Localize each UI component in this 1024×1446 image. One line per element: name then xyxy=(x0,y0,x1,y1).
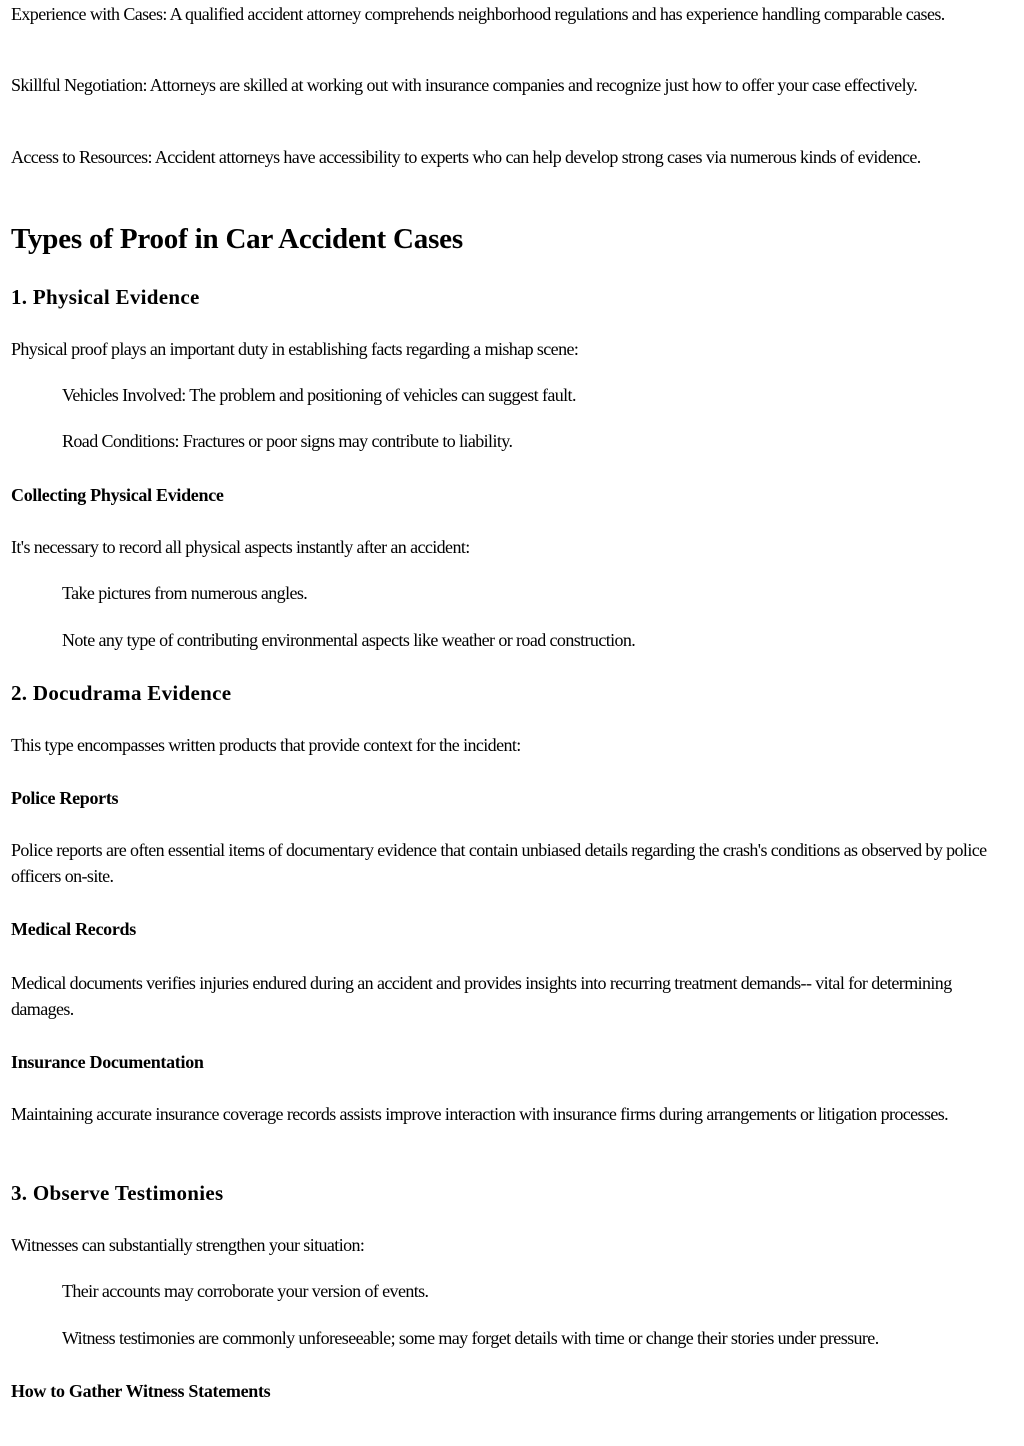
paragraph-witness-intro: Witnesses can substantially strengthen your situation: xyxy=(11,1235,365,1255)
heading-police-reports: Police Reports xyxy=(11,788,119,808)
list-item-take-pictures: Take pictures from numerous angles. xyxy=(62,583,308,603)
heading-collecting-physical-evidence: Collecting Physical Evidence xyxy=(11,485,224,505)
list-item-environmental-aspects: Note any type of contributing environmental aspects like weather or road construction. xyxy=(62,630,636,650)
heading-observe-testimonies: 3. Observe Testimonies xyxy=(11,1181,224,1205)
heading-types-of-proof: Types of Proof in Car Accident Cases xyxy=(11,223,463,255)
heading-medical-records: Medical Records xyxy=(11,919,136,939)
paragraph-medical-records: Medical documents verifies injuries endured during an accident and provides insights into recurring treatment demands-- vital for determining damages. xyxy=(11,973,952,1019)
list-item-witness-unforeseeable: Witness testimonies are commonly unforeseeable; some may forget details with time or change their stories under pressure. xyxy=(62,1328,879,1348)
heading-gather-witness-statements: How to Gather Witness Statements xyxy=(11,1381,271,1401)
paragraph-skillful-negotiation: Skillful Negotiation: Attorneys are skilled at working out with insurance companies and recognize just how to offer your case effectively. xyxy=(11,75,918,95)
list-item-road-conditions: Road Conditions: Fractures or poor signs may contribute to liability. xyxy=(62,431,513,451)
list-item-vehicles-involved: Vehicles Involved: The problem and positioning of vehicles can suggest fault. xyxy=(62,385,576,405)
heading-insurance-documentation: Insurance Documentation xyxy=(11,1052,204,1072)
paragraph-insurance-documentation: Maintaining accurate insurance coverage records assists improve interaction with insurance firms during arrangements or litigation processes. xyxy=(11,1104,949,1124)
paragraph-police-reports: Police reports are often essential items of documentary evidence that contain unbiased details regarding the crash's conditions as observed by police officers on-site. xyxy=(11,840,987,886)
paragraph-docudrama-intro: This type encompasses written products that provide context for the incident: xyxy=(11,735,521,755)
paragraph-physical-intro: Physical proof plays an important duty in establishing facts regarding a mishap scene: xyxy=(11,339,579,359)
paragraph-access-to-resources: Access to Resources: Accident attorneys have accessibility to experts who can help develop strong cases via numerous kinds of evidence. xyxy=(11,147,921,167)
heading-physical-evidence: 1. Physical Evidence xyxy=(11,285,200,309)
heading-docudrama-evidence: 2. Docudrama Evidence xyxy=(11,681,232,705)
paragraph-experience-with-cases: Experience with Cases: A qualified accident attorney comprehends neighborhood regulations and has experience handling comparable cases. xyxy=(11,4,945,24)
list-item-witness-accounts: Their accounts may corroborate your version of events. xyxy=(62,1281,429,1301)
paragraph-collecting-intro: It's necessary to record all physical aspects instantly after an accident: xyxy=(11,537,470,557)
